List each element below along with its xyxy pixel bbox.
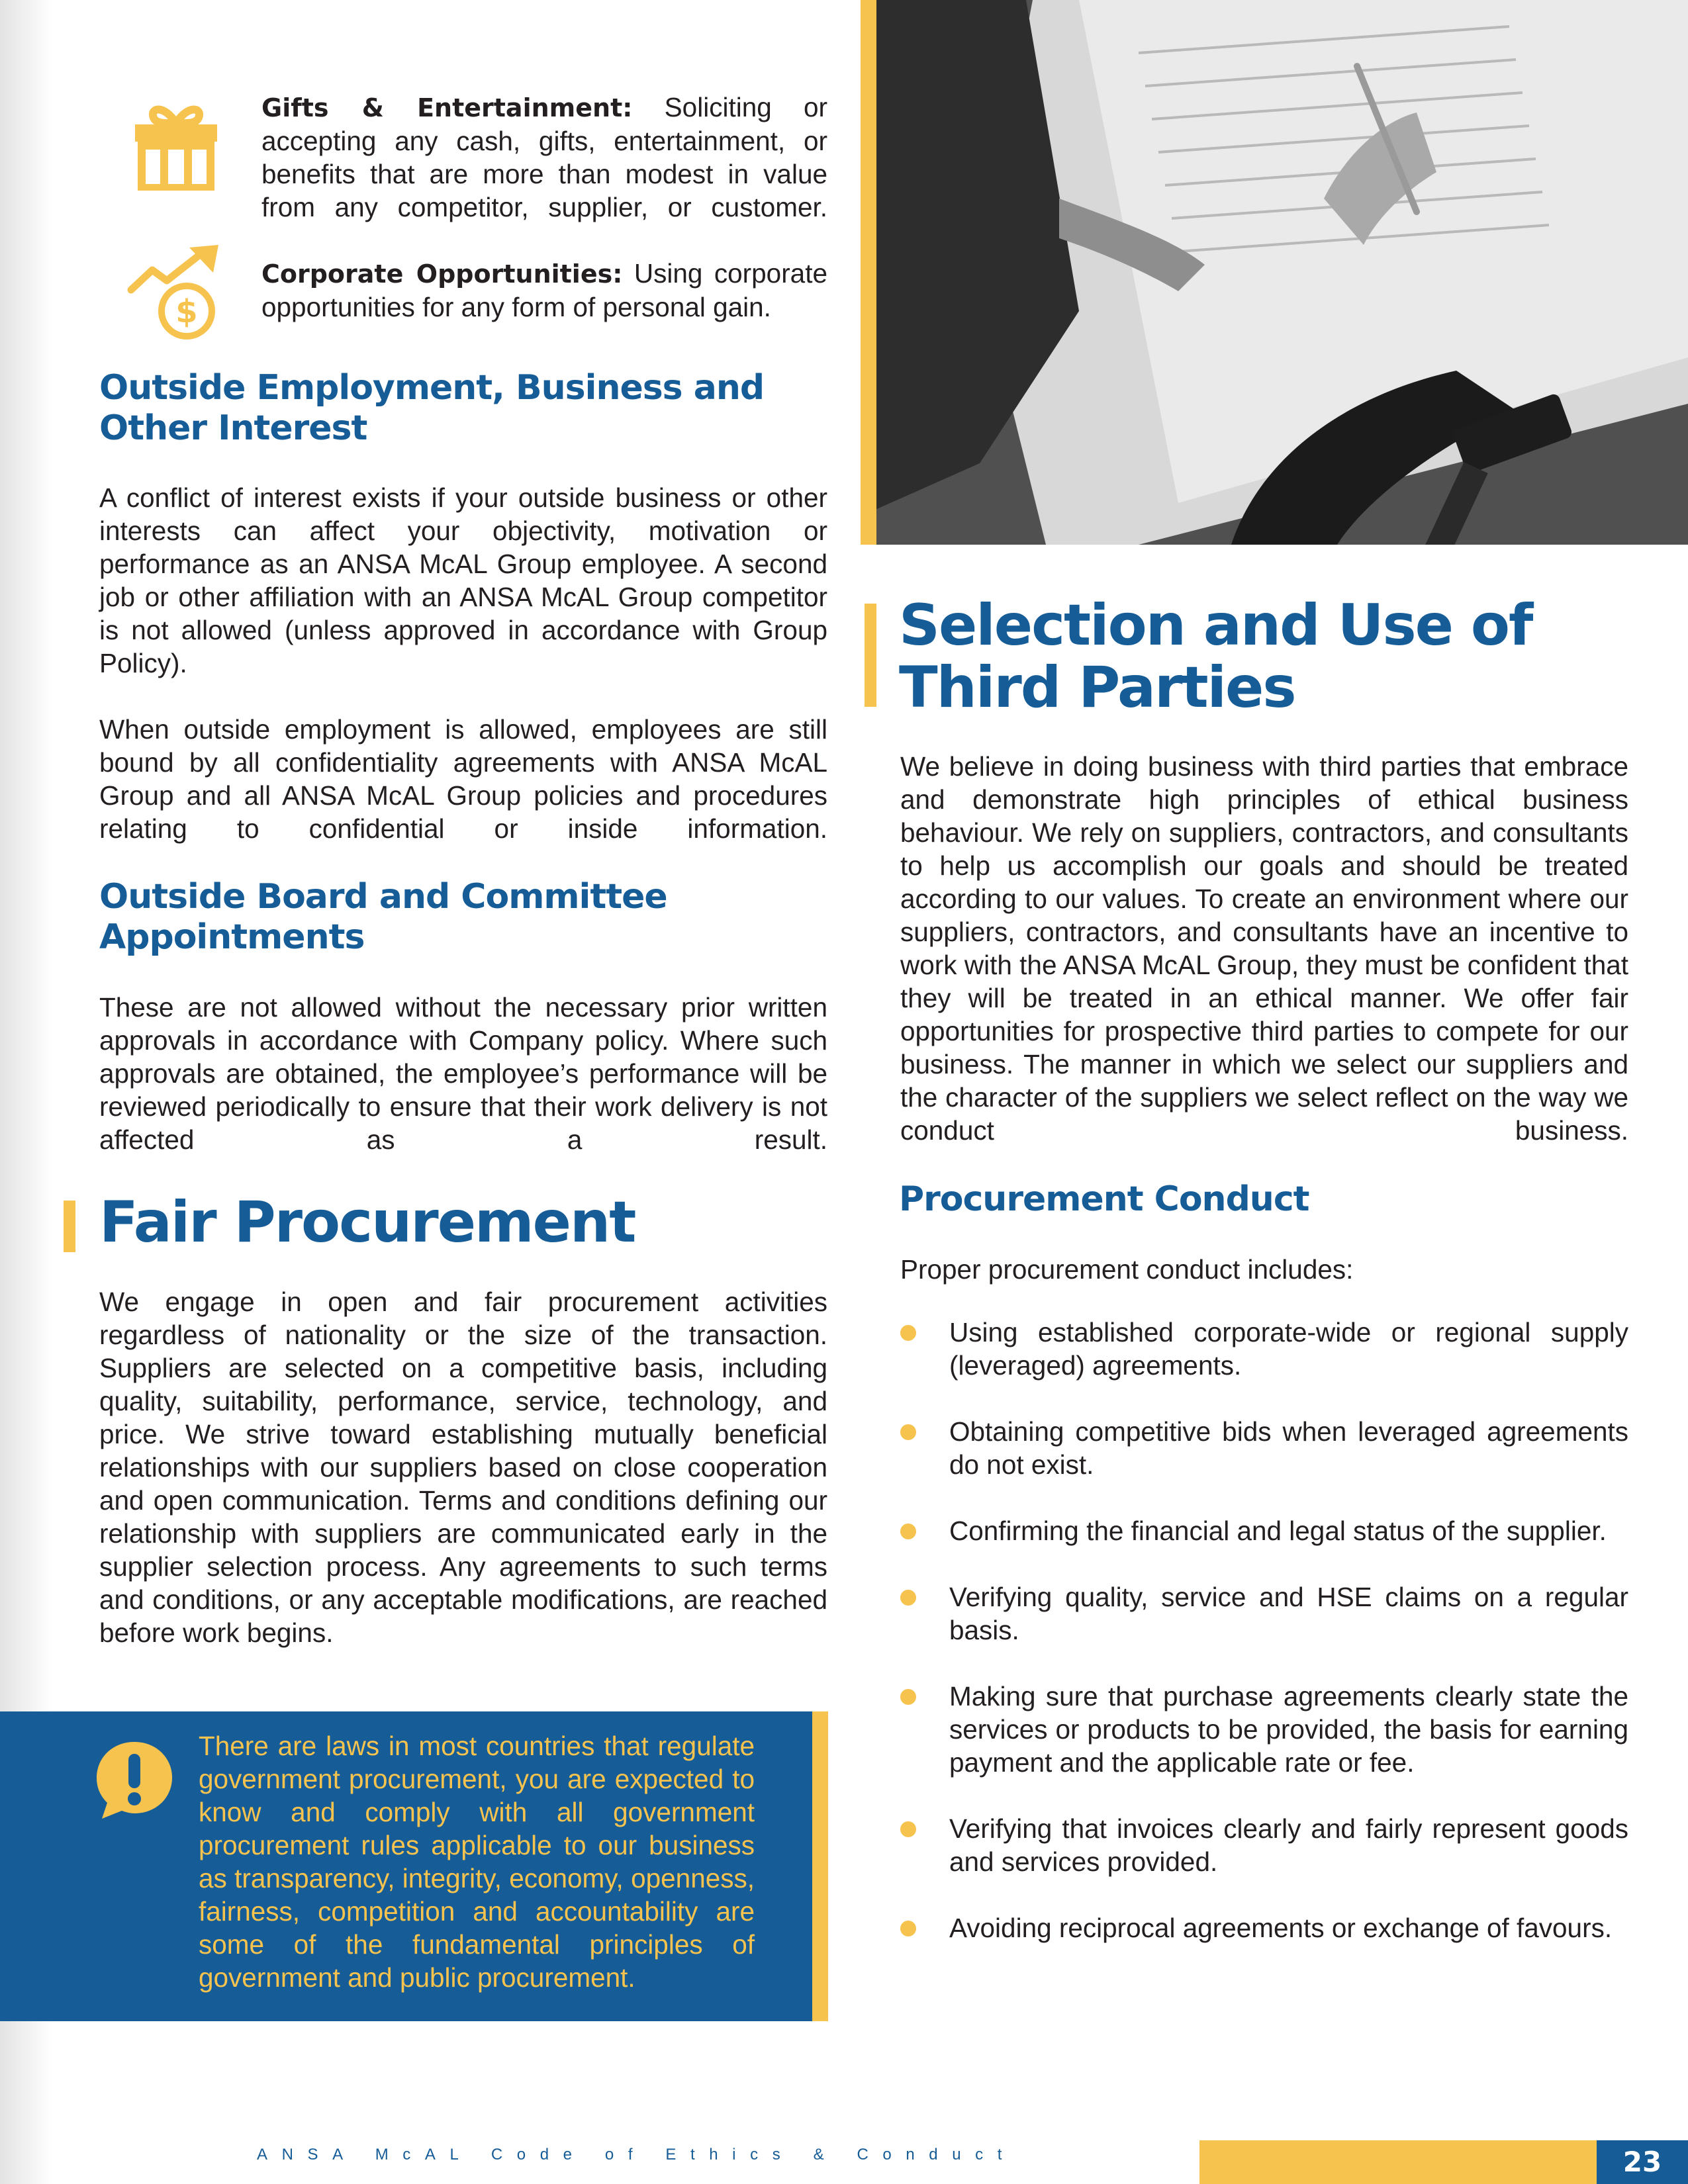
corporate-opportunities-item — [261, 257, 827, 324]
list-item — [900, 1680, 1628, 1779]
dollar-growth-icon — [126, 242, 225, 341]
outside-board-heading — [99, 877, 827, 958]
procurement-conduct-list — [900, 1316, 1628, 1978]
bullet-dot — [900, 1524, 916, 1539]
list-item — [900, 1316, 1628, 1382]
outside-employment-para2: When outside employment is allowed, employees are still bound by all confidentiality agreements with ANSA McAL Group and all ANSA McAL Group policies and procedures relating to confidential or inside information. — [99, 714, 827, 844]
outside-board-para: These are not allowed without the necessary prior written approvals in accordance with Company policy. Where such approvals are obtained, the employee’s performance will be reviewed periodically to ensure that their work delivery is not affected as a result. — [99, 992, 827, 1155]
outside-employment-heading-line2: Other Interest — [99, 408, 367, 448]
gifts-entertainment-item — [261, 91, 827, 224]
page-number: 23 — [1597, 2140, 1688, 2184]
hero-photo — [861, 0, 1688, 545]
bullet-dot — [900, 1821, 916, 1837]
list-item-text: Verifying quality, service and HSE claims on a regular basis. — [949, 1582, 1628, 1645]
outside-board-heading-line1: Outside Board and Committee — [99, 877, 667, 917]
outside-employment-heading-line1: Outside Employment, Business and — [99, 368, 765, 408]
bullet-dot — [900, 1921, 916, 1936]
bullet-dot — [900, 1325, 916, 1341]
third-parties-accent-bar — [865, 604, 876, 707]
outside-employment-para1: A conflict of interest exists if your outside business or other interests can affect your objectivity, motivation or performance as an ANSA McAL Group employee. A second job or other affiliation with an ANSA McAL Group competitor is not allowed (unless approved in accordance with Group Policy). — [99, 482, 827, 678]
list-item-text: Avoiding reciprocal agreements or exchange of favours. — [949, 1913, 1613, 1943]
corporate-text: Using corporate opportunities for any form of personal gain. — [261, 258, 827, 322]
callout-text: There are laws in most countries that regulate government procurement, you are expected to know and comply with all government procurement rules applicable to our business as transparency, integrity, economy, openness, fairness, competition and accountability are some of the fundamental principles of government and public procurement. — [199, 1731, 755, 1993]
outside-board-heading-line2: Appointments — [99, 917, 365, 957]
bullet-dot — [900, 1590, 916, 1606]
third-parties-heading-line1: Selection and Use of — [899, 592, 1532, 659]
gifts-text: Soliciting or accepting any cash, gifts, entertainment, or benefits that are more than modest in value from any competitor, supplier, or customer. — [261, 92, 827, 222]
list-item — [900, 1415, 1628, 1481]
bullet-dot — [900, 1424, 916, 1440]
footer-title: ANSA McAL Code of Ethics & Conduct — [257, 2146, 1017, 2163]
list-item-text: Using established corporate-wide or regional supply (leveraged) agreements. — [949, 1317, 1628, 1381]
fair-procurement-para: We engage in open and fair procurement activities regardless of nationality or the size of the transaction. Suppliers are selected on a competitive basis, including quality, suitability, performance, service, technology, and price. We strive toward establishing mutually beneficial relationships with our suppliers based on close cooperation and open communication. Terms and conditions defining our relationship with suppliers are communicated early in the supplier selection process. Any agreements to such terms and conditions, or any acceptable modifications, are reached before work begins. — [99, 1287, 827, 1648]
third-parties-heading-line2: Third Parties — [899, 655, 1295, 721]
exclamation-speech-icon — [93, 1738, 176, 1821]
list-item — [900, 1580, 1628, 1647]
hero-photo-illustration — [861, 0, 1688, 545]
list-item — [900, 1911, 1628, 1944]
list-item-text: Making sure that purchase agreements clearly state the services or products to be provided, the basis for earning payment and the applicable rate or fee. — [949, 1681, 1628, 1778]
third-parties-heading — [899, 594, 1660, 719]
procurement-conduct-intro: Proper procurement conduct includes: — [900, 1254, 1354, 1285]
third-parties-para: We believe in doing business with third parties that embrace and demonstrate high principles of ethical business behaviour. We rely on suppliers, contractors, and consultants to help us accomplish our goals and should be treated according to our values. To create an environment where our suppliers, contractors, and consultants have an incentive to work with the ANSA McAL Group, they must be confident that they will be treated in an ethical manner. We offer fair opportunities for prospective third parties to compete for our business. The manner in which we select our suppliers and the character of the suppliers we select reflect on the way we conduct business. — [900, 751, 1628, 1146]
fair-procurement-heading: Fair Procurement — [99, 1189, 635, 1255]
fair-procurement-accent-bar — [64, 1201, 75, 1252]
footer-accent-bar — [1199, 2140, 1597, 2184]
svg-text:$: $ — [175, 293, 198, 330]
outside-employment-heading — [99, 368, 827, 449]
bullet-dot — [900, 1689, 916, 1705]
procurement-conduct-heading: Procurement Conduct — [899, 1179, 1309, 1219]
list-item — [900, 1514, 1628, 1547]
corporate-lead: Corporate Opportunities: — [261, 259, 623, 289]
list-item-text: Confirming the financial and legal status of the supplier. — [949, 1516, 1607, 1546]
callout-accent-strip — [812, 1711, 828, 2021]
list-item-text: Verifying that invoices clearly and fairly represent goods and services provided. — [949, 1813, 1628, 1877]
list-item — [900, 1812, 1628, 1878]
list-item-text: Obtaining competitive bids when leveraged agreements do not exist. — [949, 1416, 1628, 1480]
gifts-lead: Gifts & Entertainment: — [261, 93, 633, 122]
photo-accent-strip — [861, 0, 876, 545]
gift-icon — [130, 98, 222, 191]
